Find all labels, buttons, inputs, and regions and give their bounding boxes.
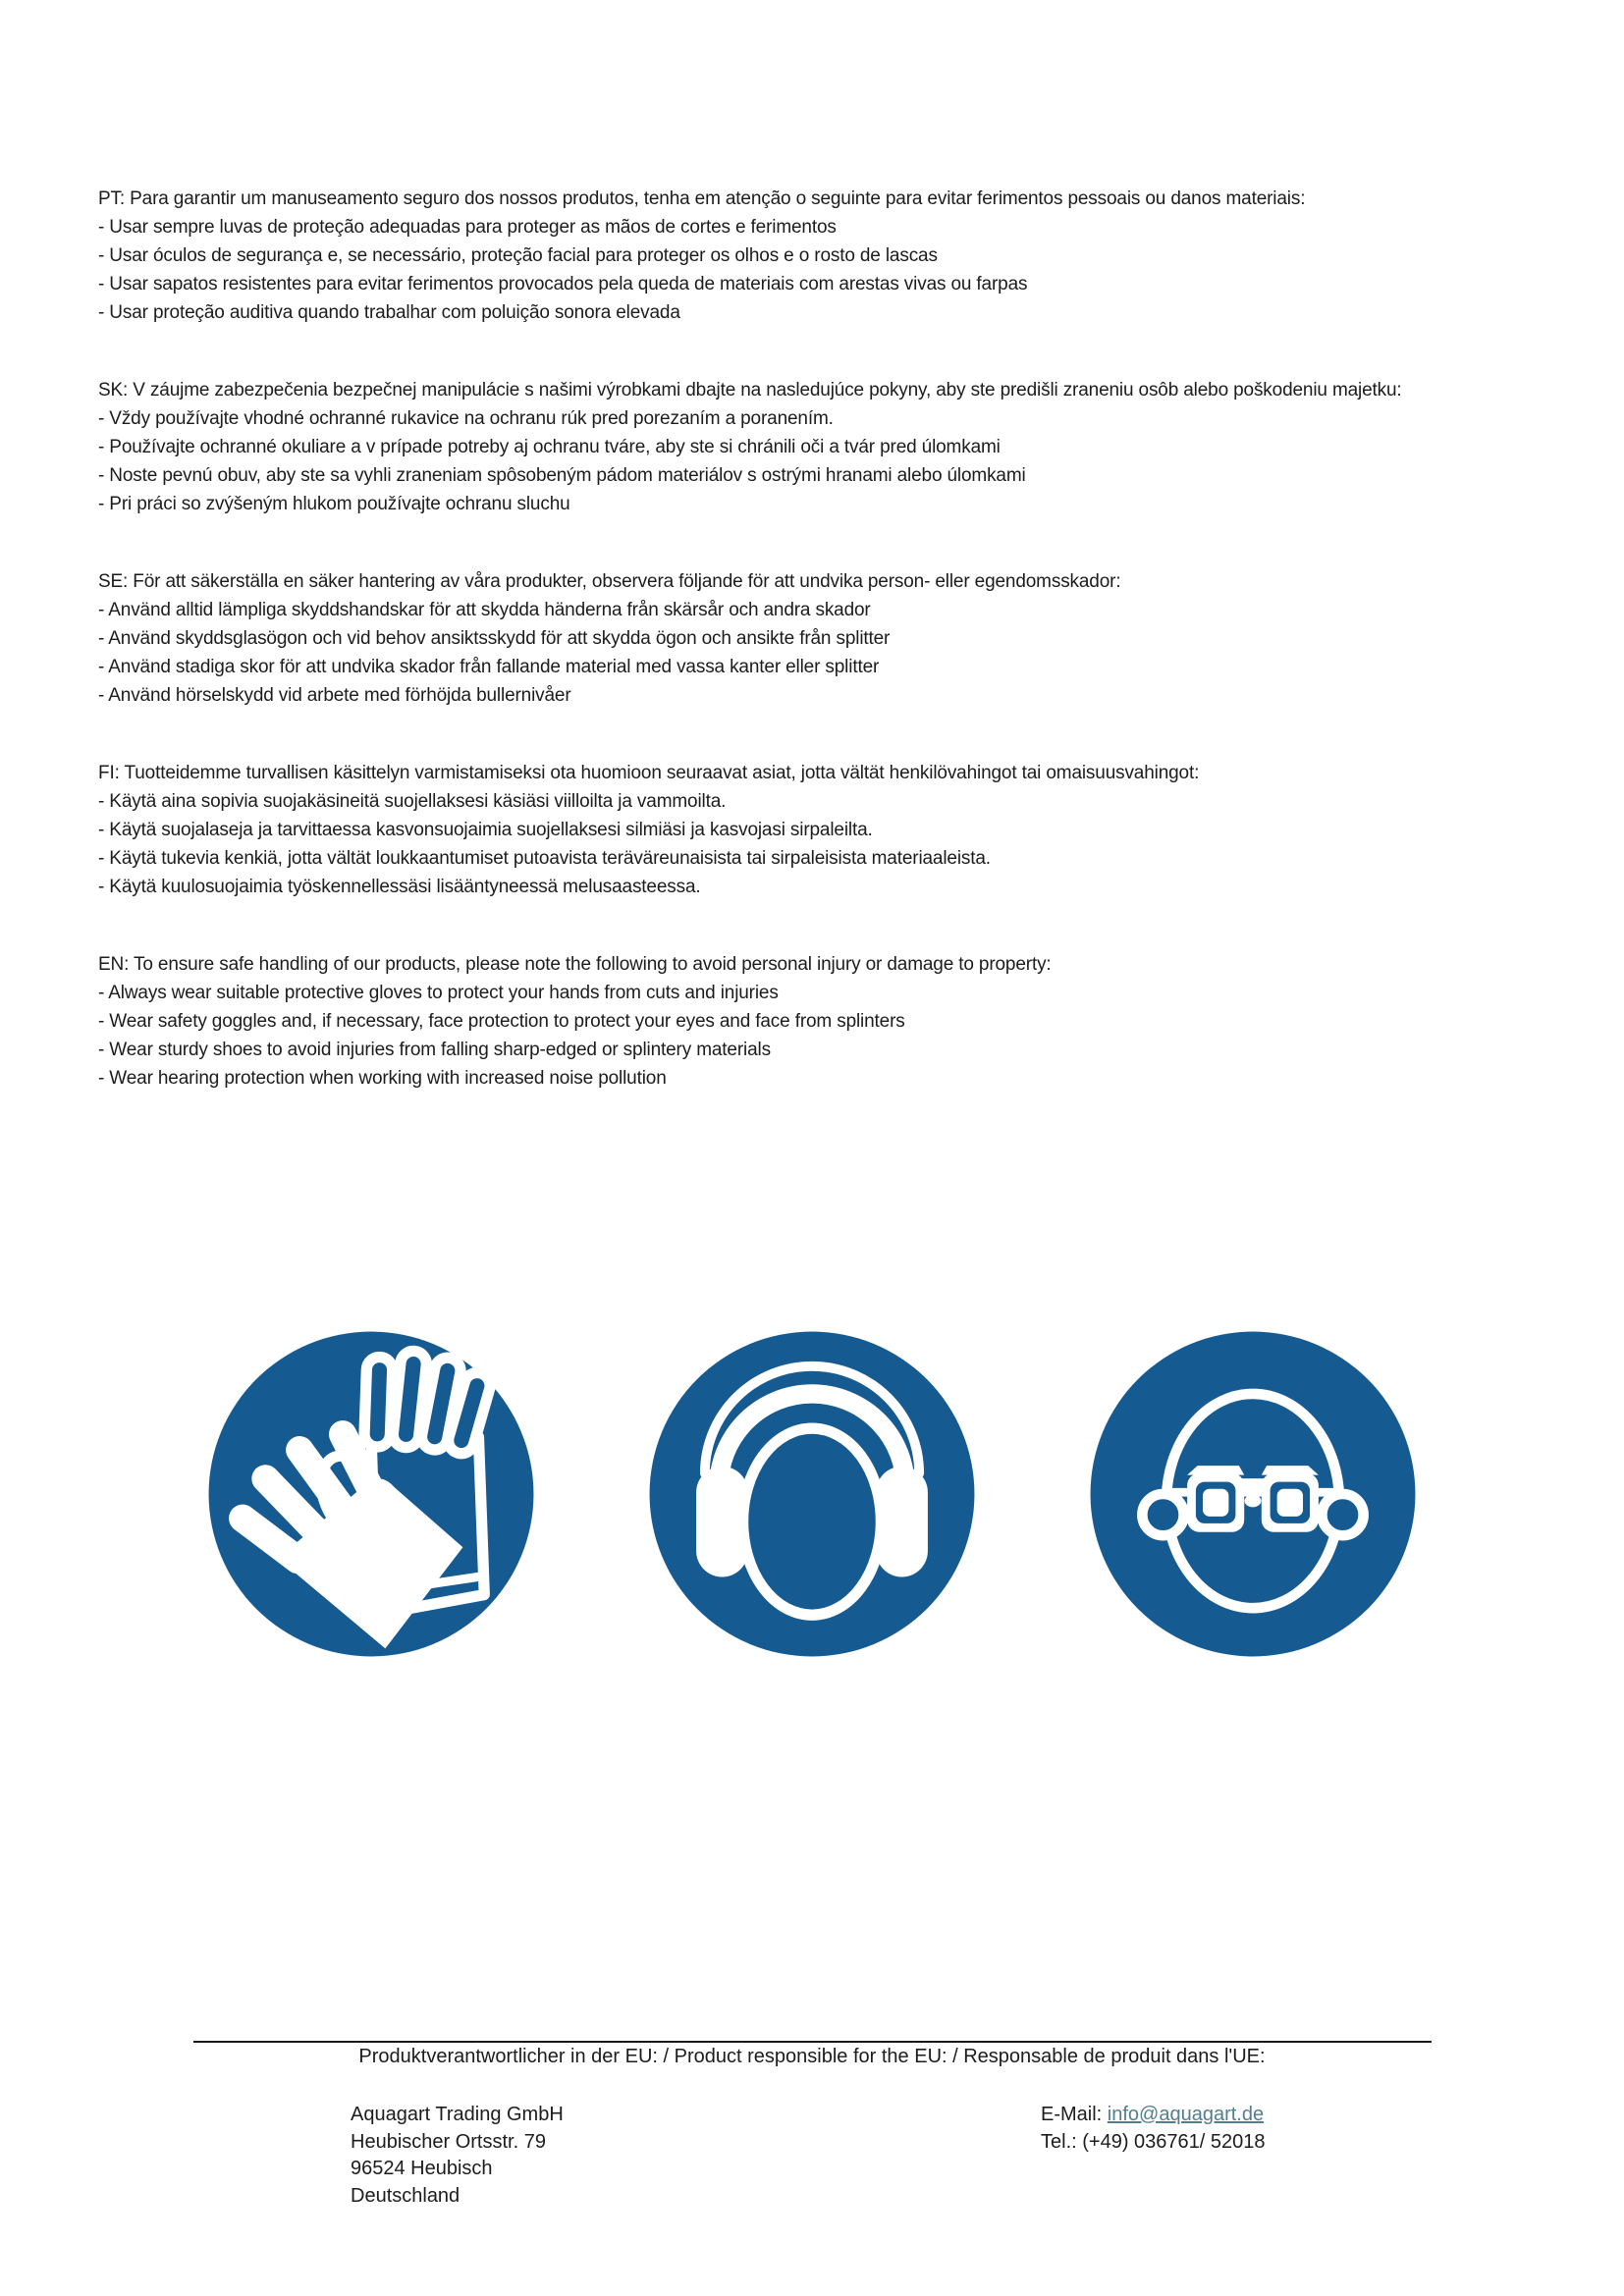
email-line xyxy=(1041,2102,1266,2129)
bullet-line: - Käytä suojalaseja ja tarvittaessa kasvonsuojaimia suojellaksesi silmiäsi ja kasvojasi sirpaleilta. xyxy=(98,820,873,840)
bullet-line: - Usar óculos de segurança e, se necessário, proteção facial para proteger os olhos e o rosto de lascas xyxy=(98,245,938,266)
email-label: E-Mail: xyxy=(1041,2104,1108,2125)
section-intro: FI: Tuotteidemme turvallisen käsittelyn varmistamiseksi ota huomioon seuraavat asiat, jotta vältät henkilövahingot tai omaisuusvahingot: xyxy=(98,763,1200,783)
section-se xyxy=(98,567,1600,710)
bullet-line: - Käytä tukevia kenkiä, jotta vältät loukkaantumiset putoavista teräväreunaisista tai sirpaleisista materiaaleista. xyxy=(98,848,991,869)
section-intro: SE: För att säkerställa en säker hantering av våra produkter, observera följande för att undvika person- eller egendomsskador: xyxy=(98,571,1121,592)
company-city: 96524 Heubisch xyxy=(351,2158,493,2179)
section-intro: PT: Para garantir um manuseamento seguro dos nossos produtos, tenha em atenção o seguinte para evitar ferimentos pessoais ou danos materiais: xyxy=(98,188,1306,209)
gloves-mandatory-icon xyxy=(198,1321,544,1667)
bullet-line: - Usar sapatos resistentes para evitar ferimentos provocados pela queda de materiais com arestas vivas ou farpas xyxy=(98,274,1028,294)
bullet-line: - Noste pevnú obuv, aby ste sa vyhli zraneniam spôsobeným pádom materiálov s ostrými hranami alebo úlomkami xyxy=(98,465,1026,486)
eye-protection-mandatory-icon xyxy=(1080,1321,1426,1667)
bullet-line: - Usar sempre luvas de proteção adequadas para proteger as mãos de cortes e ferimentos xyxy=(98,217,837,238)
bullet-line: - Vždy používajte vhodné ochranné rukavice na ochranu rúk pred porezaním a poranením. xyxy=(98,408,834,429)
company-contact xyxy=(1041,2102,1266,2156)
bullet-line: - Använd hörselskydd vid arbete med förhöjda bullernivåer xyxy=(98,685,571,706)
email-link[interactable]: info@aquagart.de xyxy=(1107,2104,1265,2125)
section-intro: EN: To ensure safe handling of our products, please note the following to avoid personal injury or damage to property: xyxy=(98,954,1052,975)
company-street: Heubischer Ortsstr. 79 xyxy=(351,2130,546,2153)
footer-heading: Produktverantwortlicher in der EU: / Product responsible for the EU: / Responsable de produit dans l'UE: xyxy=(358,2046,1266,2067)
bullet-line: - Always wear suitable protective gloves to protect your hands from cuts and injuries xyxy=(98,983,779,1003)
safety-pictograms xyxy=(0,1321,1624,1667)
section-en xyxy=(98,950,1600,1093)
bullet-line: - Använd alltid lämpliga skyddshandskar för att skydda händerna från skärsår och andra skador xyxy=(98,600,871,620)
phone-line: Tel.: (+49) 036761/ 52018 xyxy=(1041,2130,1266,2153)
bullet-line: - Käytä aina sopivia suojakäsineitä suojellaksesi käsiäsi viilloilta ja vammoilta. xyxy=(98,791,727,812)
ear-protection-mandatory-icon xyxy=(639,1321,985,1667)
bullet-line: - Usar proteção auditiva quando trabalhar com poluição sonora elevada xyxy=(98,302,680,323)
company-name: Aquagart Trading GmbH xyxy=(351,2104,564,2125)
bullet-line: - Använd skyddsglasögon och vid behov ansiktsskydd för att skydda ögon och ansikte från splitter xyxy=(98,628,891,649)
section-fi xyxy=(98,759,1600,901)
company-address xyxy=(351,2102,564,2210)
bullet-line: - Wear sturdy shoes to avoid injuries from falling sharp-edged or splintery materials xyxy=(98,1040,771,1060)
bullet-line: - Använd stadiga skor för att undvika skador från fallande material med vassa kanter eller splitter xyxy=(98,657,880,677)
company-country: Deutschland xyxy=(351,2184,460,2207)
section-sk xyxy=(98,376,1600,518)
bullet-line: - Wear safety goggles and, if necessary, face protection to protect your eyes and face from splinters xyxy=(98,1011,905,1032)
bullet-line: - Pri práci so zvýšeným hlukom používajte ochranu sluchu xyxy=(98,494,570,514)
bullet-line: - Käytä kuulosuojaimia työskennellessäsi lisääntyneessä melusaasteessa. xyxy=(98,877,701,897)
section-intro: SK: V záujme zabezpečenia bezpečnej manipulácie s našimi výrobkami dbajte na nasledujúce pokyny, aby ste predišli zraneniu osôb alebo poškodeniu majetku: xyxy=(98,380,1402,400)
bullet-line: - Wear hearing protection when working with increased noise pollution xyxy=(98,1068,667,1089)
bullet-line: - Používajte ochranné okuliare a v prípade potreby aj ochranu tváre, aby ste si chránili oči a tvár pred úlomkami xyxy=(98,437,1001,457)
section-pt xyxy=(98,185,1600,327)
footer-divider xyxy=(193,2041,1432,2043)
safety-instructions xyxy=(98,185,1600,1093)
